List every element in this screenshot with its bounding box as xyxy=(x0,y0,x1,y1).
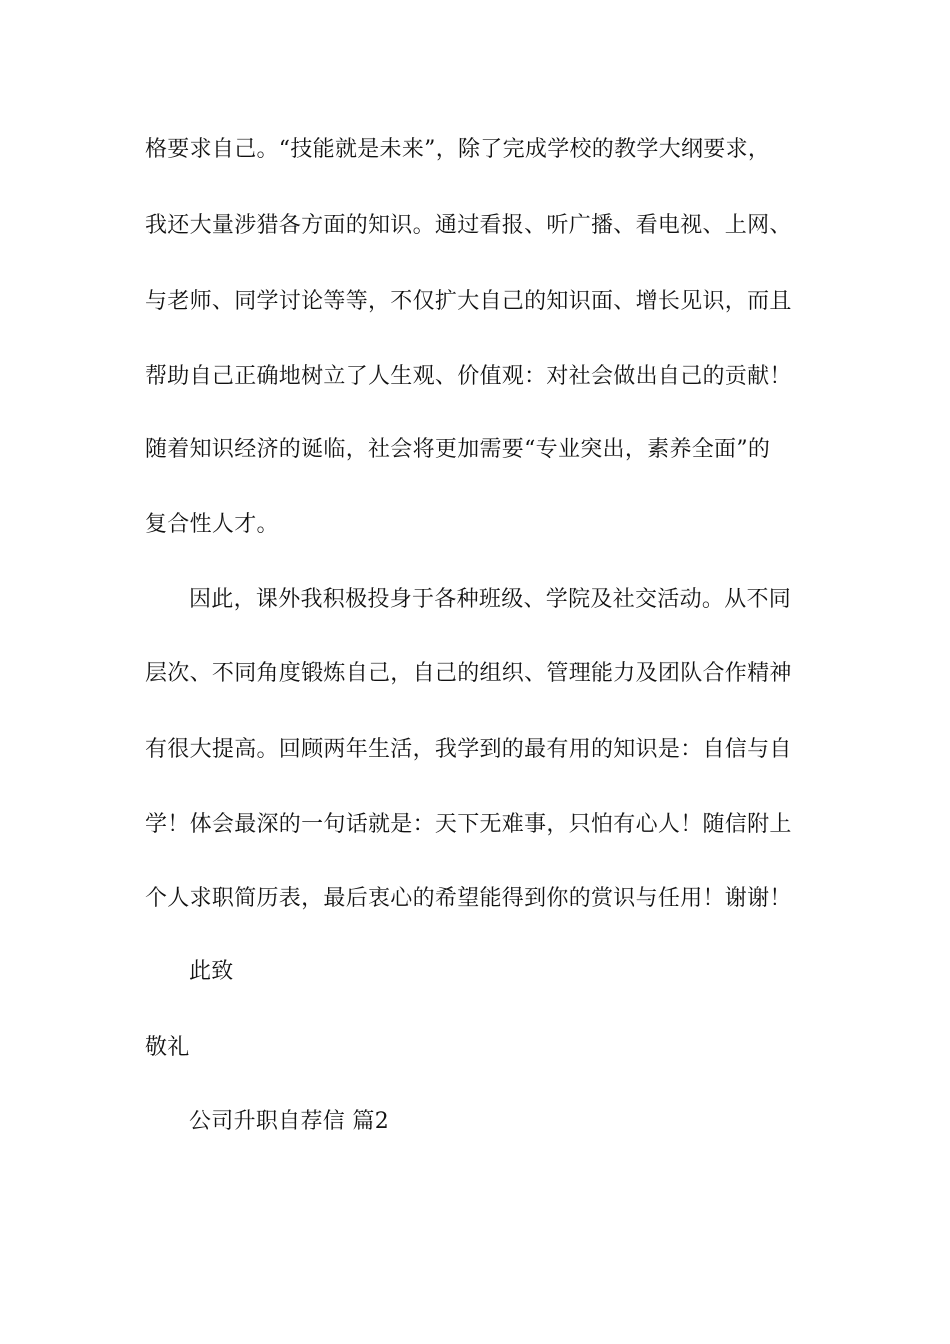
section-heading: 公司升职自荐信 篇2 xyxy=(189,1109,389,1134)
paragraph-2-line-1: 因此，课外我积极投身于各种班级、学院及社交活动。从不同 xyxy=(189,587,792,612)
body-line-6: 复合性人才。 xyxy=(145,512,279,537)
closing-regards: 敬礼 xyxy=(145,1035,190,1060)
body-line-5: 随着知识经济的诞临，社会将更加需要“专业突出，素养全面”的 xyxy=(145,437,771,462)
closing-salutation: 此致 xyxy=(189,959,234,984)
body-line-1: 格要求自己。“技能就是未来”，除了完成学校的教学大纲要求， xyxy=(145,137,771,162)
paragraph-2-line-5: 个人求职简历表，最后衷心的希望能得到你的赏识与任用！谢谢！ xyxy=(145,886,792,911)
paragraph-2-line-4: 学！体会最深的一句话就是：天下无难事，只怕有心人！随信附上 xyxy=(145,812,792,837)
body-line-3: 与老师、同学讨论等等，不仅扩大自己的知识面、增长见识，而且 xyxy=(145,289,792,314)
paragraph-2-line-2: 层次、不同角度锻炼自己，自己的组织、管理能力及团队合作精神 xyxy=(145,661,792,686)
body-line-2: 我还大量涉猎各方面的知识。通过看报、听广播、看电视、上网、 xyxy=(145,213,792,238)
paragraph-2-line-3: 有很大提高。回顾两年生活，我学到的最有用的知识是：自信与自 xyxy=(145,737,792,762)
body-line-4: 帮助自己正确地树立了人生观、价值观：对社会做出自己的贡献！ xyxy=(145,364,792,389)
